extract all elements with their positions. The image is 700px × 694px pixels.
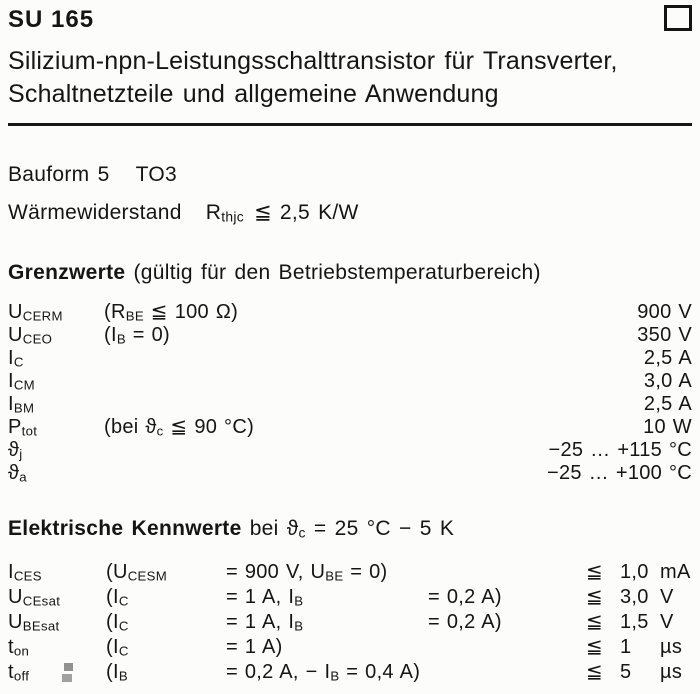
param-symbol: ICM [8, 370, 35, 393]
limit-value: 1,0 [620, 560, 649, 583]
param-value: 2,5 A [643, 347, 692, 370]
limit-unit: V [660, 585, 674, 608]
param-symbol: toff [8, 660, 30, 684]
table-row [8, 660, 692, 685]
less-equal-sign: ≦ [586, 635, 604, 658]
condition-value-2: = 0,2 A) [428, 610, 502, 633]
table-row [8, 416, 692, 439]
param-symbol: Ptot [8, 416, 38, 439]
grenzwerte-table [8, 301, 692, 485]
table-row [8, 560, 692, 585]
condition-open: (IC [106, 635, 129, 659]
table-row [8, 347, 692, 370]
scan-artifact [62, 663, 76, 683]
param-symbol: ϑj [8, 439, 23, 462]
subtitle-line-2: Schaltnetzteile und allgemeine Anwendung [8, 80, 499, 108]
param-value: 2,5 A [643, 393, 692, 416]
bauform-value: TO3 [135, 163, 177, 186]
table-row [8, 610, 692, 635]
condition-open: (IC [106, 585, 129, 609]
limit-value: 5 [620, 660, 632, 683]
table-row [8, 393, 692, 416]
param-value: 10 W [643, 416, 692, 439]
bauform-label: Bauform 5 [8, 163, 110, 186]
thermal-resistance-line [8, 202, 692, 227]
kennwerte-heading: Elektrische Kennwerte bei ϑc = 25 °C − 5 K [8, 517, 455, 541]
table-row [8, 462, 692, 485]
param-condition: (RBE ≦ 100 Ω) [104, 301, 239, 324]
param-value: 350 V [637, 324, 692, 347]
param-symbol: UCEO [8, 324, 53, 347]
param-symbol: ton [8, 635, 30, 659]
grenzwerte-heading: Grenzwerte (gültig für den Betriebstemperaturbereich) [8, 261, 541, 285]
square-outline-icon [664, 5, 692, 31]
less-equal-sign: ≦ [253, 201, 272, 224]
limit-unit: µs [660, 660, 683, 683]
limit-unit: mA [660, 560, 691, 583]
table-row [8, 370, 692, 393]
param-condition: (IB = 0) [104, 324, 171, 347]
limit-value: 3,0 [620, 585, 649, 608]
condition-open: (IB [106, 660, 128, 684]
param-symbol: IC [8, 347, 24, 370]
condition-value-2: = 0,2 A) [428, 585, 502, 608]
thermal-label: Wärmewiderstand [8, 201, 182, 224]
subtitle [8, 45, 692, 111]
table-row [8, 301, 692, 324]
less-equal-sign: ≦ [586, 660, 604, 683]
param-value: 900 V [637, 301, 692, 324]
kennwerte-table [8, 560, 692, 685]
param-symbol: UCERM [8, 301, 63, 324]
condition-open: (IC [106, 610, 129, 634]
less-equal-sign: ≦ [586, 585, 604, 608]
param-symbol: UBEsat [8, 610, 60, 634]
subtitle-line-1: Silizium-npn-Leistungsschalttransistor für Transverter, [8, 47, 618, 75]
param-symbol: ICES [8, 560, 42, 584]
thermal-symbol: Rthjc [205, 201, 244, 225]
condition-open: (UCESM [106, 560, 168, 584]
page-title: SU 165 [8, 6, 95, 33]
param-value: −25 … +115 °C [548, 439, 692, 462]
condition-value: = 1 A, IB [226, 610, 304, 634]
less-equal-sign: ≦ [586, 560, 604, 583]
table-row [8, 585, 692, 610]
table-row [8, 439, 692, 462]
condition-value: = 900 V, UBE = 0) [226, 560, 388, 584]
param-condition: (bei ϑc ≦ 90 °C) [104, 416, 255, 439]
param-symbol: ϑa [8, 462, 27, 485]
param-symbol: UCEsat [8, 585, 61, 609]
less-equal-sign: ≦ [586, 610, 604, 633]
thermal-value: 2,5 K/W [279, 201, 359, 224]
condition-value: = 1 A, IB [226, 585, 304, 609]
table-row [8, 635, 692, 660]
param-value: −25 … +100 °C [547, 462, 692, 485]
limit-value: 1 [620, 635, 632, 658]
condition-value: = 1 A) [226, 635, 283, 658]
param-value: 3,0 A [643, 370, 692, 393]
limit-value: 1,5 [620, 610, 649, 633]
table-row [8, 324, 692, 347]
condition-value: = 0,2 A, − IB = 0,4 A) [226, 660, 421, 684]
param-symbol: IBM [8, 393, 35, 416]
header-divider [8, 123, 692, 126]
limit-unit: V [660, 610, 674, 633]
bauform-line [8, 164, 692, 186]
limit-unit: µs [660, 635, 683, 658]
